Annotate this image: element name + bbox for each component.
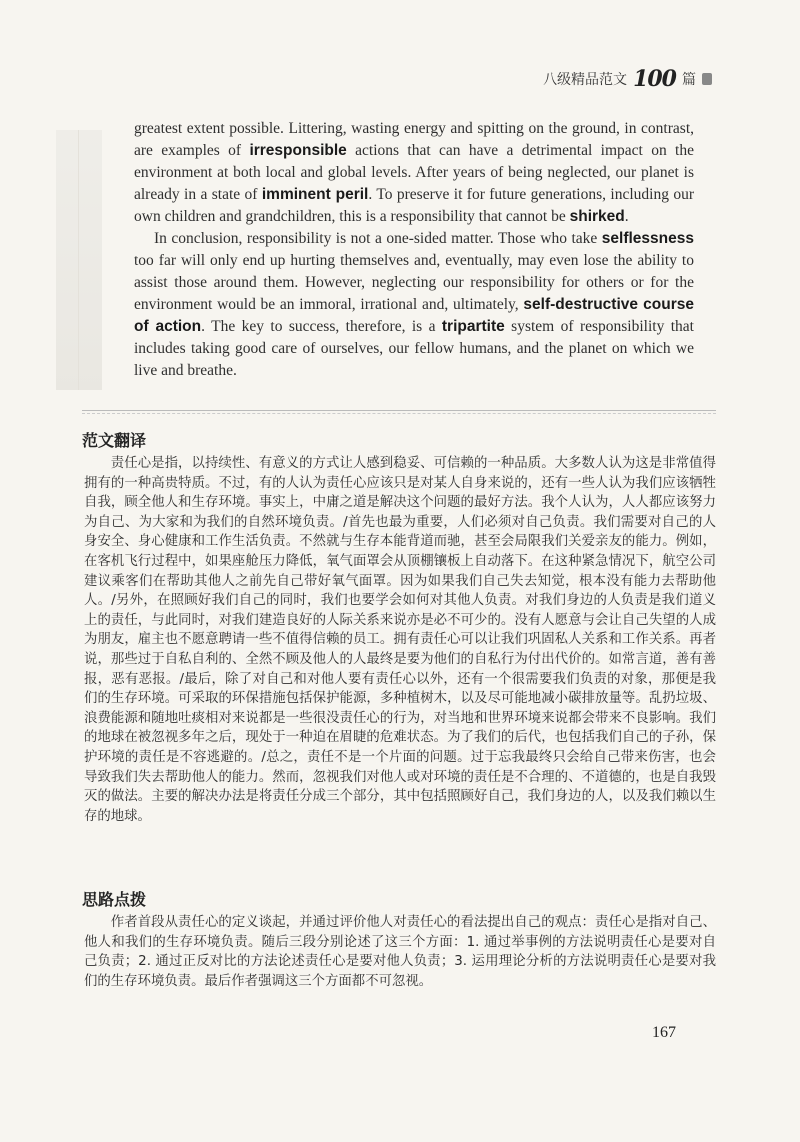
translation-body <box>84 454 716 826</box>
key-phrase: irresponsible <box>249 142 347 159</box>
translation-paragraph: 责任心是指，以持续性、有意义的方式让人感到稳妥、可信赖的一种品质。大多数人认为这是非常值得拥有的一种高贵特质。不过，有的人认为责任心应该只是对某人自身来说的，还有一些人认为我们应该牺牲自我，顾全他人和生存环境。事实上，中庸之道是解决这个问题的最好方法。我个人认为，人人都应该努力为自己、为大家和为我们的自然环境负责。/首先也最为重要，人们必须对自己负责。我们需要对自己的人身安全、身心健康和工作生活负责。不然就与生存本能背道而驰，甚至会局限我们关爱亲友的能力。例如，在客机飞行过程中，如果座舱压力降低，氧气面罩会从顶棚镶板上自动落下。在这种紧急情况下，航空公司建议乘客们在帮助其他人之前先自己带好氧气面罩。因为如果我们自己失去知觉，根本没有能力去帮助他人。/另外，在照顾好我们自己的同时，我们也要学会如何对其他人负责。对我们身边的人负责是我们道义上的责任，与此同时，对我们建造良好的人际关系来说亦是必不可少的。没有人愿意与会让自己失望的人成为朋友，雇主也不愿意聘请一些不值得信赖的员工。拥有责任心可以让我们巩固私人关系和工作关系。再者说，那些过于自私自利的、全然不顾及他人的人最终是要为他们的自私行为付出代价的。如常言道，善有善报，恶有恶报。/最后，除了对自己和对他人要有责任心以外，还有一个很需要我们负责的对象，那便是我们的生存环境。可采取的环保措施包括保护能源，多种植树木，以及尽可能地减小碳排放量等。乱扔垃圾、浪费能源和随地吐痰相对来说都是一些很没责任心的行为，对当地和世界环境来说都会带来不良影响。我们的地球在被忽视多年之后，现处于一种迫在眉睫的危难状态。为了我们的后代，也包括我们自己的子孙，保护环境的责任是不容逃避的。/总之，责任不是一个片面的问题。过于忘我最终只会给自己带来伤害，也会导致我们失去帮助他人的能力。然而，忽视我们对他人或对环境的责任是不合理的、不道德的，也是自我毁灭的做法。主要的解决办法是将责任分成三个部分，其中包括照顾好自己，我们身边的人，以及我们赖以生存的地球。 <box>84 456 716 824</box>
key-phrase: selflessness <box>601 230 694 247</box>
book-title: 八级精品范文 <box>543 72 628 88</box>
key-phrase: imminent peril <box>261 186 369 203</box>
key-phrase: tripartite <box>441 318 505 335</box>
translation-heading: 范文翻译 <box>82 431 147 450</box>
page-number: 167 <box>652 1024 676 1041</box>
running-header <box>543 66 712 92</box>
essay-paragraph <box>134 228 694 382</box>
analysis-body <box>84 913 716 991</box>
essay-text: system of responsibility that includes taking good care of ourselves, our fellow humans, and the planet on which we live and breathe. <box>134 318 694 379</box>
essay-paragraph <box>134 118 694 228</box>
essay-text: . To preserve it for future generations, including our own children and grandchildren, this is a responsibility that cannot be <box>134 186 695 225</box>
margin-decoration <box>56 130 102 390</box>
essay-text: . <box>624 208 629 225</box>
essay-text: actions that can have a detrimental impact on the environment at both local and global levels. After years of being neglected, our planet is already in a state of <box>134 142 694 203</box>
essay-text: In conclusion, responsibility is not a one-sided matter. Those who take <box>154 230 602 247</box>
essay-text: . The key to success, therefore, is a <box>201 318 442 335</box>
header-block-icon <box>702 73 712 85</box>
english-essay <box>134 118 694 382</box>
essay-text: greatest extent possible. Littering, wasting energy and spitting on the ground, in contrast, are examples of <box>134 120 694 159</box>
analysis-paragraph: 作者首段从责任心的定义谈起，并通过评价他人对责任心的看法提出自己的观点：责任心是指对自己、他人和我们的生存环境负责。随后三段分别论述了这三个方面：1. 通过举事例的方法说明责任心是要对自己负责；2. 通过正反对比的方法论述责任心是要对他人负责；3. 运用理论分析的方法说明责任心是要对我们的生存环境负责。最后作者强调这三个方面都不可忽视。 <box>84 915 716 989</box>
divider <box>82 413 716 414</box>
analysis-heading: 思路点拨 <box>82 890 147 909</box>
book-title-number: 100 <box>633 66 676 92</box>
book-title-suffix: 篇 <box>682 72 696 88</box>
key-phrase: shirked <box>569 208 625 225</box>
key-phrase: self-destructive course of action <box>134 296 694 335</box>
essay-text: too far will only end up hurting themselves and, eventually, may even lose the ability to assist those around them. However, neglecting our responsibility for others or for the environment would be an immoral, irrational and, ultimately, <box>134 252 694 313</box>
divider <box>82 410 716 411</box>
